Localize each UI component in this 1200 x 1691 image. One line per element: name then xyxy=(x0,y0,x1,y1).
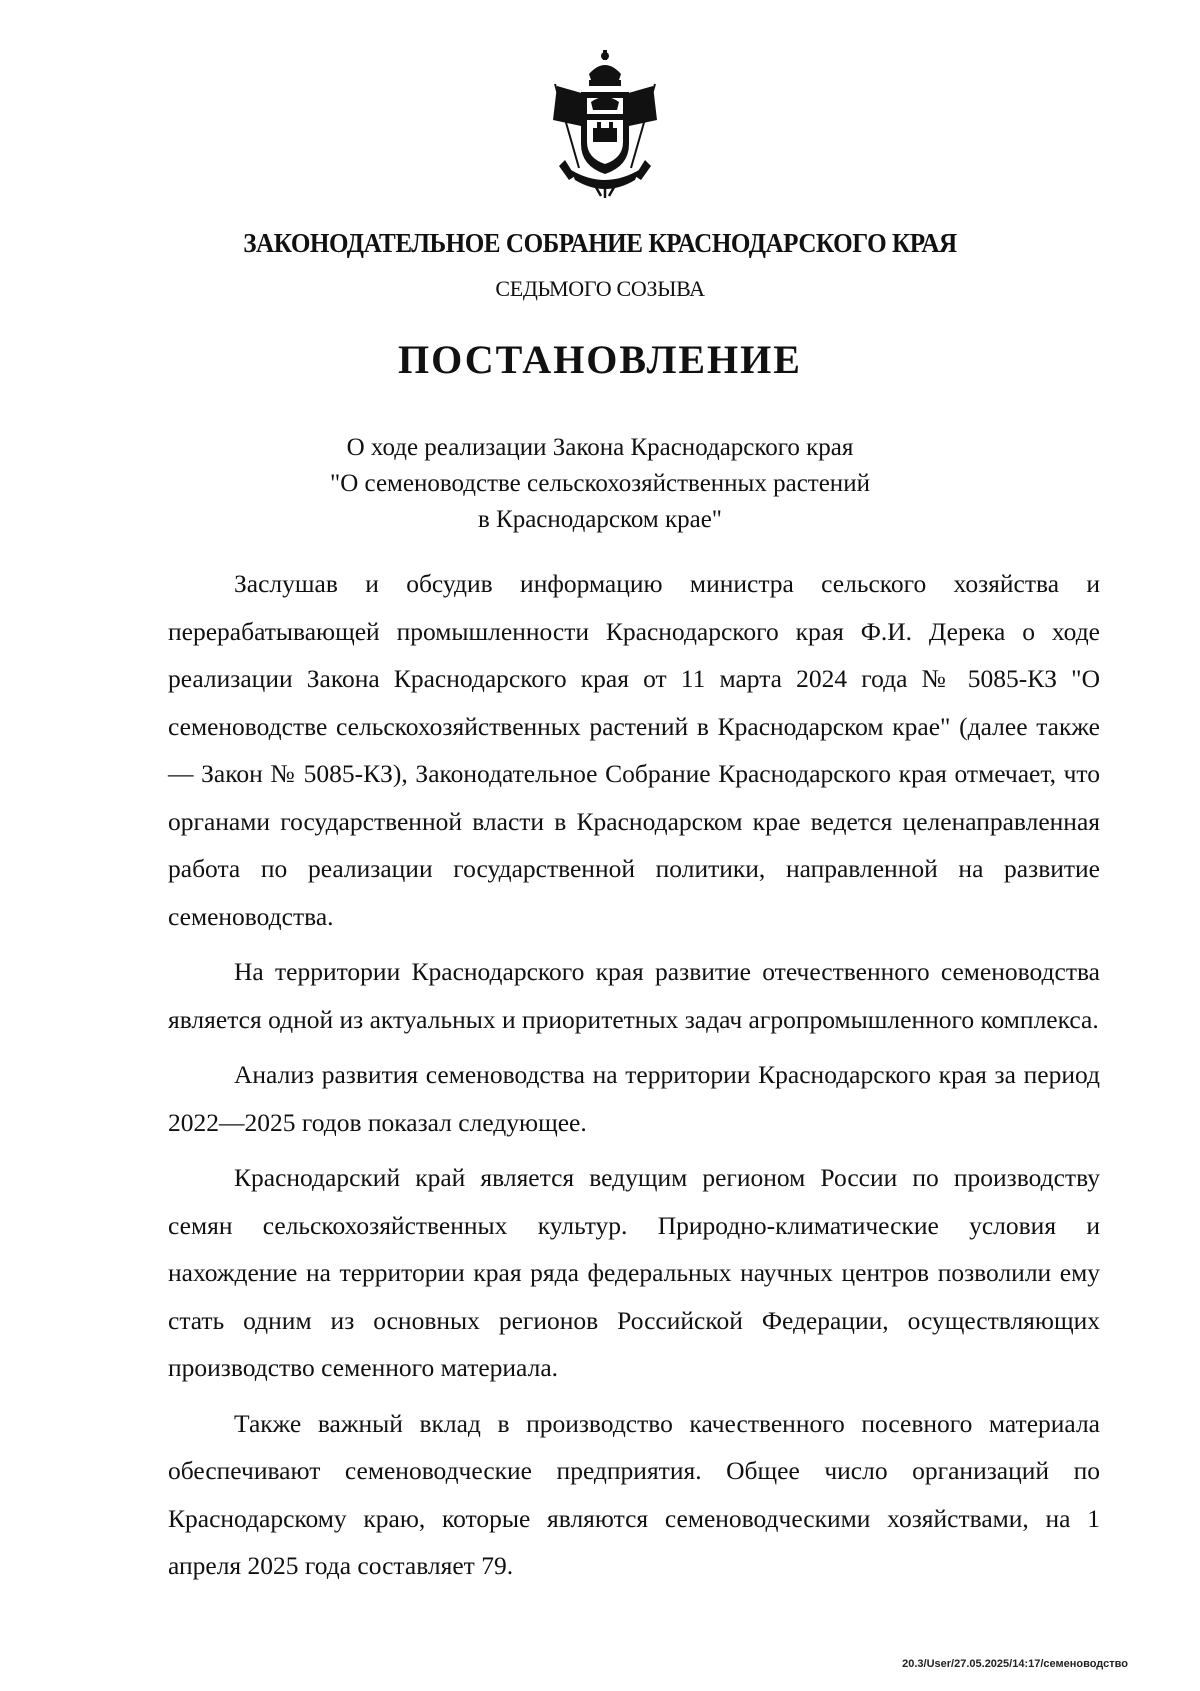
organization-title: ЗАКОНОДАТЕЛЬНОЕ СОБРАНИЕ КРАСНОДАРСКОГО КРАЯ xyxy=(243,228,957,258)
document-type-heading: ПОСТАНОВЛЕНИЕ xyxy=(398,337,802,382)
document-subject xyxy=(0,430,1200,538)
document-footer-code: 20.3/User/27.05.2025/14:17/семеноводство xyxy=(902,1658,1128,1670)
subject-line: "О семеноводстве сельскохозяйственных растений xyxy=(330,470,870,497)
body-paragraph: Краснодарский край является ведущим регионом России по производству семян сельскохозяйственных культур. Природно-климатические условия и нахождение на территории края ряда федеральных научных центров позволили ему стать одним из основных регионов Российской Федерации, осуществляющих производство семенного материала. xyxy=(168,1163,1100,1382)
body-paragraph: Анализ развития семеноводства на территории Краснодарского края за период 2022—2025 годов показал следующее. xyxy=(168,1060,1100,1137)
subject-line: О ходе реализации Закона Краснодарского края xyxy=(346,434,854,461)
body-paragraph: Также важный вклад в производство качественного посевного материала обеспечивают семеноводческие предприятия. Общее число организаций по Краснодарскому краю, которые являются семеноводческими хозяйствами, на 1 апреля 2025 года составляет 79. xyxy=(168,1408,1100,1580)
body-paragraph: Заслушав и обсудив информацию министра сельского хозяйства и перерабатывающей промышленности Краснодарского края Ф.И. Дерека о ходе реализации Закона Краснодарского края от 11 марта 2024 года № 5085-КЗ "О семеноводстве сельскохозяйственных растений в Краснодарском крае" (далее также — Закон № 5085-КЗ), Законодательное Собрание Краснодарского края отмечает, что органами государственной власти в Краснодарском крае ведется целенаправленная работа по реализации государственной политики, направленной на развитие семеноводства. xyxy=(168,569,1100,931)
subject-line: в Краснодарском крае" xyxy=(477,506,722,533)
body-paragraph: На территории Краснодарского края развитие отечественного семеноводства является одной из актуальных и приоритетных задач агропромышленного комплекса. xyxy=(168,957,1100,1034)
document-body xyxy=(168,560,1100,1590)
convocation-label: СЕДЬМОГО СОЗЫВА xyxy=(495,276,705,301)
krasnodar-coat-of-arms-icon xyxy=(545,48,665,198)
